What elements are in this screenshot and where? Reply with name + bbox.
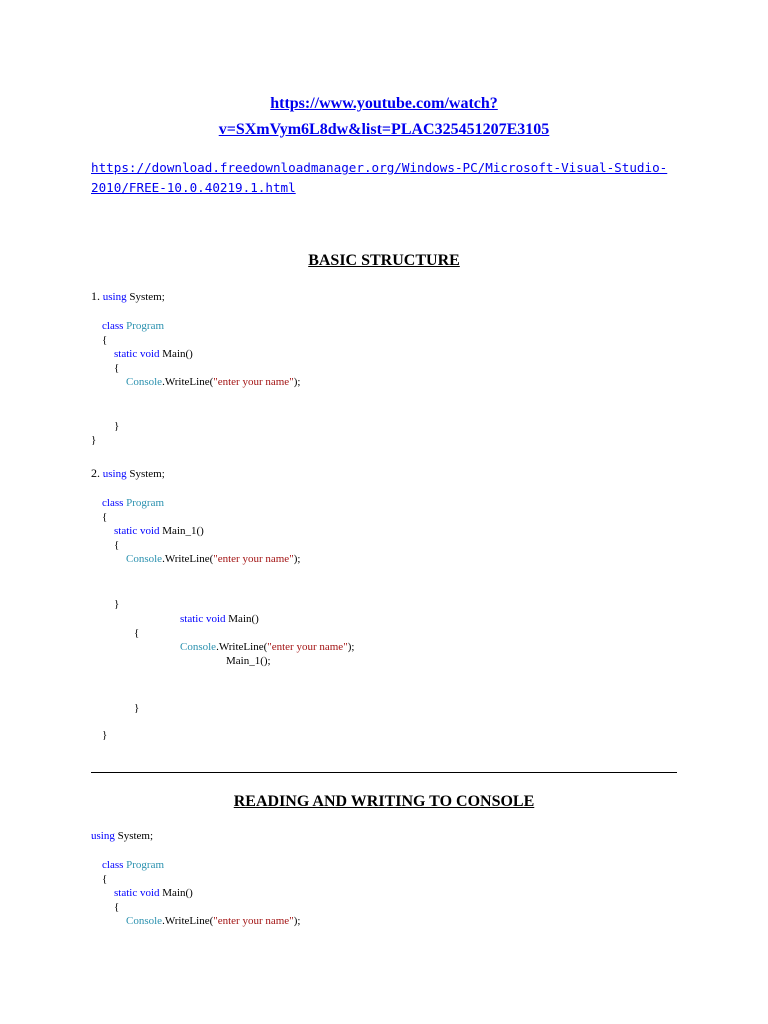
keyword: class	[102, 320, 124, 332]
keyword: void	[205, 613, 226, 625]
keyword: static	[114, 348, 138, 360]
type-name: Console	[126, 915, 163, 927]
list-number: 1.	[91, 289, 100, 303]
method-call: .WriteLine(	[162, 376, 214, 388]
code-line: {	[134, 627, 140, 639]
code-line: {	[114, 362, 120, 374]
keyword: class	[102, 859, 124, 871]
punctuation: );	[347, 641, 355, 653]
code-line: }	[114, 420, 120, 432]
punctuation: );	[293, 553, 301, 565]
code-line	[114, 886, 193, 900]
code-line	[114, 347, 193, 361]
keyword: static	[180, 613, 204, 625]
code-line	[180, 612, 259, 626]
code-line: {	[114, 539, 120, 551]
code-line: }	[91, 434, 97, 446]
keyword: void	[139, 887, 160, 899]
method-call: .WriteLine(	[162, 553, 214, 565]
type-name: Program	[126, 859, 165, 871]
identifier: System;	[129, 468, 165, 480]
code-line	[91, 466, 165, 481]
keyword: void	[139, 525, 160, 537]
method-name: Main()	[228, 613, 259, 625]
keyword: static	[114, 887, 138, 899]
keyword: using	[102, 291, 127, 303]
type-name: Program	[126, 497, 165, 509]
code-line: }	[102, 729, 108, 741]
type-name: Console	[180, 641, 217, 653]
code-line: {	[114, 901, 120, 913]
type-name: Console	[126, 553, 163, 565]
punctuation: );	[293, 376, 301, 388]
code-line	[91, 829, 153, 843]
code-line	[91, 289, 165, 304]
reading-writing-heading: READING AND WRITING TO CONSOLE	[233, 793, 535, 810]
code-line: }	[114, 598, 120, 610]
method-name: Main_1()	[162, 525, 204, 537]
string-literal: "enter your name"	[213, 376, 294, 388]
horizontal-rule	[91, 772, 677, 773]
string-literal: "enter your name"	[213, 553, 294, 565]
type-name: Program	[126, 320, 165, 332]
keyword: void	[139, 348, 160, 360]
code-line	[102, 319, 164, 333]
identifier: System;	[129, 291, 165, 303]
method-call: .WriteLine(	[216, 641, 268, 653]
string-literal: "enter your name"	[213, 915, 294, 927]
code-line: Main_1();	[226, 655, 271, 667]
method-name: Main()	[162, 887, 193, 899]
code-line	[102, 496, 164, 510]
code-line	[126, 914, 300, 928]
youtube-link-line-2[interactable]: v=SXmVym6L8dw&list=PLAC325451207E3105	[218, 121, 550, 138]
method-name: Main()	[162, 348, 193, 360]
method-call: .WriteLine(	[162, 915, 214, 927]
keyword: using	[91, 830, 115, 842]
punctuation: );	[293, 915, 301, 927]
basic-structure-heading: BASIC STRUCTURE	[308, 252, 460, 269]
string-literal: "enter your name"	[267, 641, 348, 653]
download-link-line-1[interactable]: https://download.freedownloadmanager.org/Windows-PC/Microsoft-Visual-Studio-	[91, 160, 668, 175]
keyword: class	[102, 497, 124, 509]
download-link-line-2[interactable]: 2010/FREE-10.0.40219.1.html	[91, 180, 296, 195]
code-line	[126, 375, 300, 389]
identifier: System;	[117, 830, 154, 842]
keyword: using	[102, 468, 127, 480]
code-line	[180, 640, 354, 654]
code-line: {	[102, 511, 108, 523]
youtube-link-line-1[interactable]: https://www.youtube.com/watch?	[270, 95, 498, 112]
code-line	[126, 552, 300, 566]
keyword: static	[114, 525, 138, 537]
code-line: {	[102, 334, 108, 346]
code-line	[114, 524, 204, 538]
code-line	[102, 858, 164, 872]
type-name: Console	[126, 376, 163, 388]
code-line: }	[134, 702, 140, 714]
code-line: {	[102, 873, 108, 885]
list-number: 2.	[91, 466, 100, 480]
